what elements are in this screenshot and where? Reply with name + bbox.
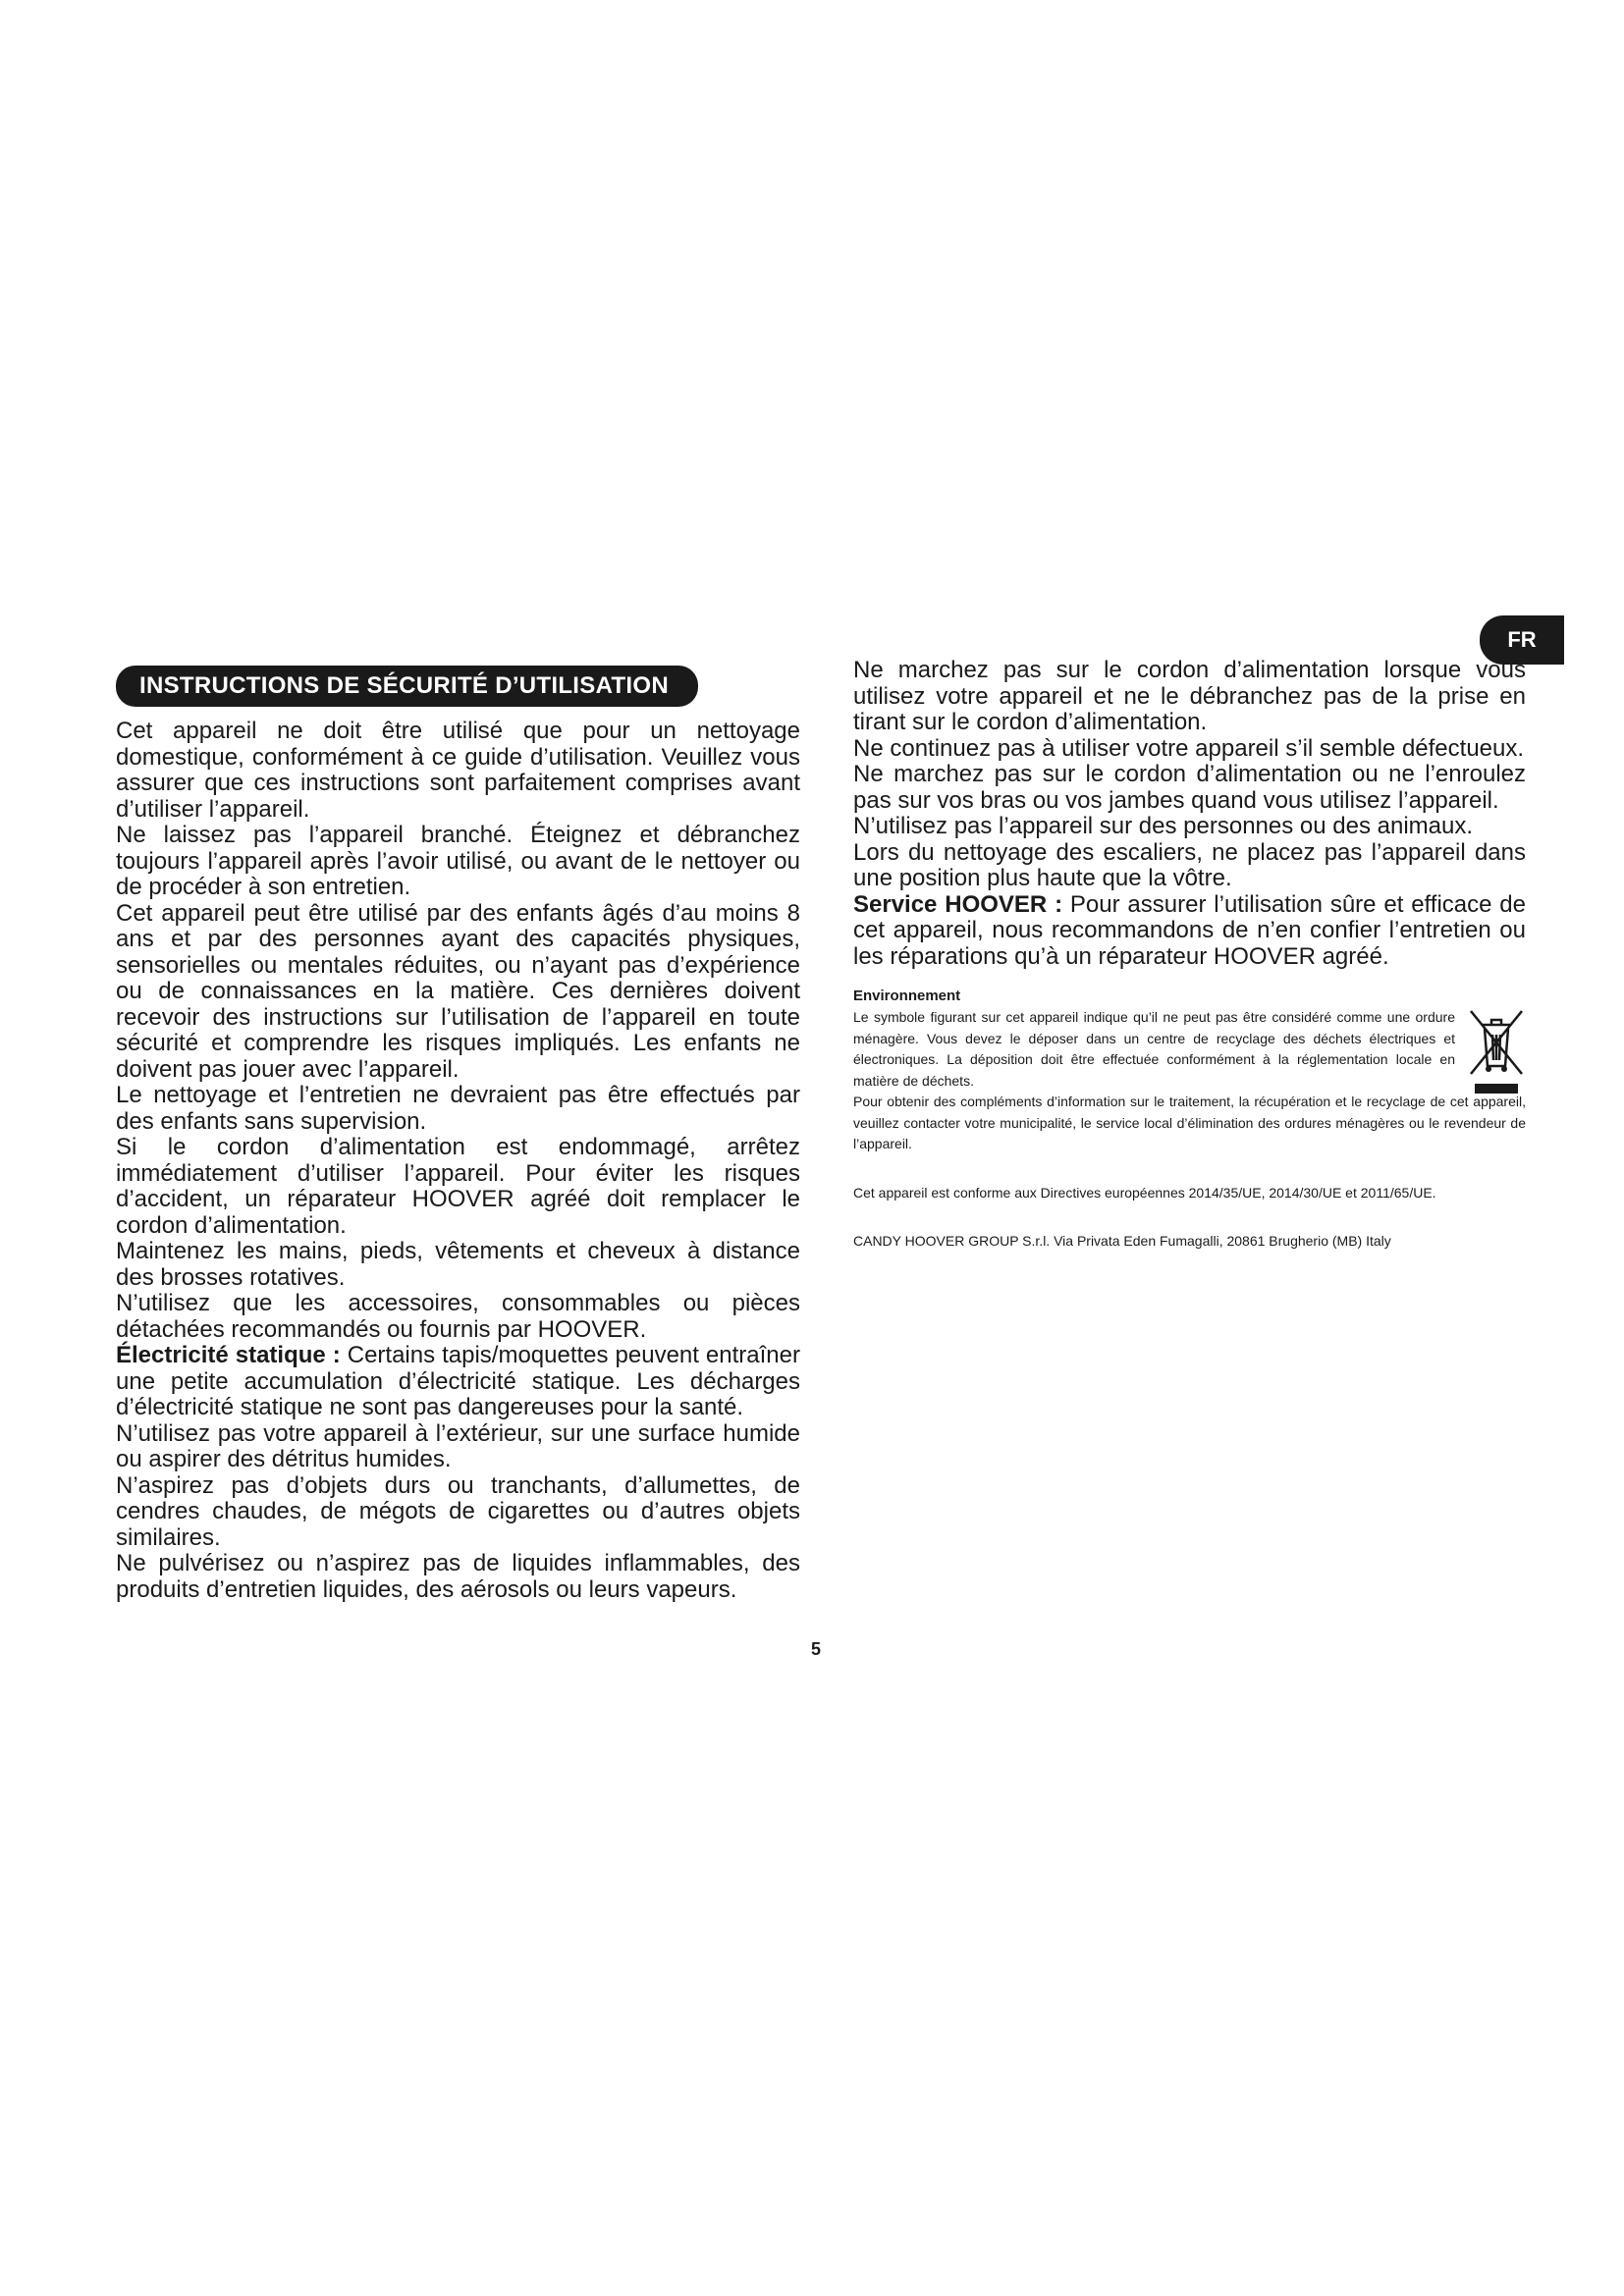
paragraph: Ne laissez pas l’appareil branché. Éteignez et débranchez toujours l’appareil après l’avoir utilisé, ou avant de le nettoyer ou de procéder à son entretien. — [116, 822, 800, 900]
service-label: Service HOOVER : — [853, 890, 1070, 918]
paragraph: Cet appareil peut être utilisé par des enfants âgés d’au moins 8 ans et par des personnes ayant des capacités physiques, sensorielles ou mentales réduites, ou n’ayant pas d’expérience ou de connaissances en la matière. Ces dernières doivent recevoir des instructions sur l’utilisation de l’appareil en toute sécurité et comprendre les risques impliqués. Les enfants ne doivent pas jouer avec l’appareil. — [116, 899, 800, 1083]
paragraph: Maintenez les mains, pieds, vêtements et cheveux à distance des brosses rotatives. — [116, 1238, 800, 1291]
environment-title: Environnement — [853, 988, 961, 1004]
paragraph: N’utilisez pas l’appareil sur des personnes ou des animaux. — [853, 813, 1474, 839]
section-header: INSTRUCTIONS DE SÉCURITÉ D’UTILISATION — [116, 666, 698, 707]
environment-text-continued: Pour obtenir des compléments d’information sur le traitement, la récupération et le recyclage de cet appareil, veuillez contacter votre municipalité, le service local d’élimination des ordures ménagères ou le revendeur de l’appareil. — [853, 1094, 1526, 1151]
service-paragraph: Service HOOVER : Pour assurer l’utilisation sûre et efficace de cet appareil, nous recommandons de n’en confier l’entretien ou les réparations qu’à un réparateur HOOVER agréé. — [853, 890, 1526, 970]
paragraph: N’aspirez pas d’objets durs ou tranchants, d’allumettes, de cendres chaudes, de mégots de cigarettes ou d’autres objets similaires. — [116, 1471, 800, 1551]
paragraph: Ne pulvérisez ou n’aspirez pas de liquides inflammables, des produits d’entretien liquides, des aérosols ou leurs vapeurs. — [116, 1550, 800, 1603]
paragraph: Ne marchez pas sur le cordon d’alimentation lorsque vous utilisez votre appareil et ne le débranchez pas de la prise en tirant sur le cordon d’alimentation. — [853, 657, 1526, 735]
crossed-out-wheelie-bin-icon — [1467, 1007, 1526, 1101]
static-electricity-label: Électricité statique : — [116, 1342, 348, 1368]
language-badge: FR — [1480, 615, 1564, 665]
environment-text: Le symbole figurant sur cet appareil indique qu’il ne peut pas être considéré comme une ordure ménagère. Vous devez le déposer dans un centre de recyclage des déchets électriques et électroniques. La déposition doit être effectuée conformément à la réglementation locale en matière de déchets. — [853, 1009, 1455, 1089]
paragraph: Ne continuez pas à utiliser votre appareil s’il semble défectueux. — [853, 734, 1525, 762]
paragraph: Cet appareil ne doit être utilisé que pour un nettoyage domestique, conformément à ce guide d’utilisation. Veuillez vous assurer que ces instructions sont parfaitement comprises avant d’utiliser l’appareil. — [116, 718, 800, 823]
paragraph: Le nettoyage et l’entretien ne devraient pas être effectués par des enfants sans supervision. — [116, 1082, 800, 1135]
paragraph: Si le cordon d’alimentation est endommagé, arrêtez immédiatement d’utiliser l’appareil. Pour éviter les risques d’accident, un réparateur HOOVER agréé doit remplacer le cordon d’alimentation. — [116, 1134, 800, 1239]
paragraph: Lors du nettoyage des escaliers, ne placez pas l’appareil dans une position plus haute que la vôtre. — [853, 838, 1526, 891]
paragraph: Ne marchez pas sur le cordon d’alimentation ou ne l’enroulez pas sur vos bras ou vos jambes quand vous utilisez l’appareil. — [853, 761, 1526, 814]
left-column — [116, 666, 800, 1603]
manufacturer-address: CANDY HOOVER GROUP S.r.l. Via Privata Eden Fumagalli, 20861 Brugherio (MB) Italy — [853, 1233, 1391, 1249]
page-number: 5 — [811, 1639, 822, 1659]
static-electricity-paragraph: Électricité statique : Certains tapis/moquettes peuvent entraîner une petite accumulation d’électricité statique. Les décharges d’électricité statique ne sont pas dangereuses pour la santé. — [116, 1342, 800, 1420]
compliance-text: Cet appareil est conforme aux Directives européennes 2014/35/UE, 2014/30/UE et 2011/65/UE. — [853, 1184, 1436, 1201]
paragraph: N’utilisez pas votre appareil à l’extérieur, sur une surface humide ou aspirer des détritus humides. — [116, 1419, 800, 1472]
environment-section — [853, 1007, 1526, 1155]
right-column — [853, 658, 1526, 1253]
paragraph: N’utilisez que les accessoires, consommables ou pièces détachées recommandés ou fournis par HOOVER. — [116, 1290, 800, 1343]
